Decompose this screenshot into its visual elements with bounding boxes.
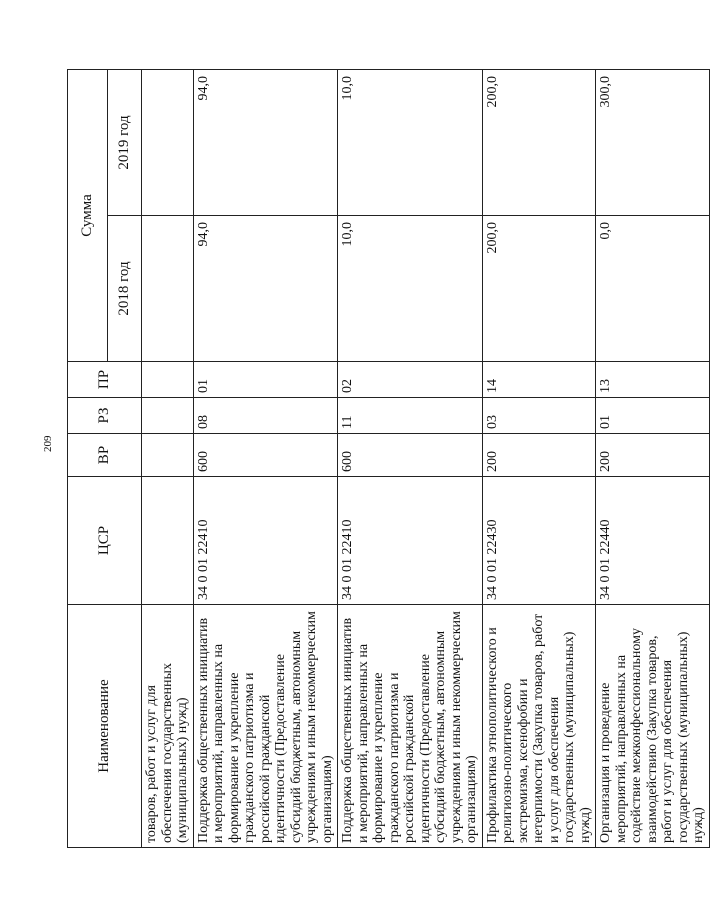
- row-csr: 34 0 01 22430: [482, 477, 596, 605]
- row-name: Поддержка общественных инициатив и мероприятий, направленных на формирование и укрепление гражданского патриотизма и российской гражданской идентичности (Предоставление субсидий бюджетным, автономным учреждениям и иным некоммерческим организациям): [338, 605, 483, 848]
- row-rz: 11: [338, 398, 483, 434]
- row-vr: 600: [338, 434, 483, 477]
- table-row: [193, 69, 338, 847]
- row-amount-2018: 94,0: [193, 216, 338, 362]
- row-amount-2019: 300,0: [596, 69, 710, 215]
- header-year-2019: 2019 год: [108, 69, 142, 215]
- row-vr: 200: [596, 434, 710, 477]
- row-name: Организация и проведение мероприятий, направленных на содействие межконфессиональному взаимодействию (Закупка товаров, работ и услуг для обеспечения государственных (муниципальных) нужд): [596, 605, 710, 848]
- budget-table: [67, 69, 710, 848]
- row-amount-2018: [142, 216, 194, 362]
- row-pr: [142, 362, 194, 398]
- row-amount-2019: 10,0: [338, 69, 483, 215]
- row-csr: 34 0 01 22440: [596, 477, 710, 605]
- page-number: 209: [42, 435, 54, 452]
- table-row: [596, 69, 710, 847]
- header-csr: ЦСР: [68, 477, 142, 605]
- table-row: [338, 69, 483, 847]
- row-vr: 200: [482, 434, 596, 477]
- row-amount-2019: 94,0: [193, 69, 338, 215]
- row-name: Поддержка общественных инициатив и мероприятий, направленных на формирование и укрепление гражданского патриотизма и российской гражданской идентичности (Предоставление субсидий бюджетным, автономным учреждениям и иным некоммерческим организациям): [193, 605, 338, 848]
- header-year-2018: 2018 год: [108, 216, 142, 362]
- table-row: [482, 69, 596, 847]
- header-sum: Сумма: [68, 69, 108, 361]
- row-pr: 14: [482, 362, 596, 398]
- row-amount-2019: [142, 69, 194, 215]
- row-csr: [142, 477, 194, 605]
- row-csr: 34 0 01 22410: [193, 477, 338, 605]
- row-pr: 02: [338, 362, 483, 398]
- row-amount-2018: 0,0: [596, 216, 710, 362]
- row-csr: 34 0 01 22410: [338, 477, 483, 605]
- row-amount-2018: 200,0: [482, 216, 596, 362]
- row-vr: 600: [193, 434, 338, 477]
- header-name: Наименование: [68, 605, 142, 848]
- header-row-1: [68, 69, 108, 847]
- header-vr: ВР: [68, 434, 142, 477]
- row-name: Профилактика этнополитического и религиозно-политического экстремизма, ксенофобии и нетерпимости (Закупка товаров, работ и услуг для обеспечения государственных (муниципальных) нужд): [482, 605, 596, 848]
- row-name: товаров, работ и услуг для обеспечения государственных (муниципальных) нужд): [142, 605, 194, 848]
- row-vr: [142, 434, 194, 477]
- rotated-table-wrapper: [67, 70, 706, 848]
- row-rz: 08: [193, 398, 338, 434]
- row-rz: 03: [482, 398, 596, 434]
- table-row: [142, 69, 194, 847]
- row-rz: [142, 398, 194, 434]
- row-amount-2019: 200,0: [482, 69, 596, 215]
- header-pr: ПР: [68, 362, 142, 398]
- row-pr: 01: [193, 362, 338, 398]
- row-rz: 01: [596, 398, 710, 434]
- row-pr: 13: [596, 362, 710, 398]
- row-amount-2018: 10,0: [338, 216, 483, 362]
- header-rz: РЗ: [68, 398, 142, 434]
